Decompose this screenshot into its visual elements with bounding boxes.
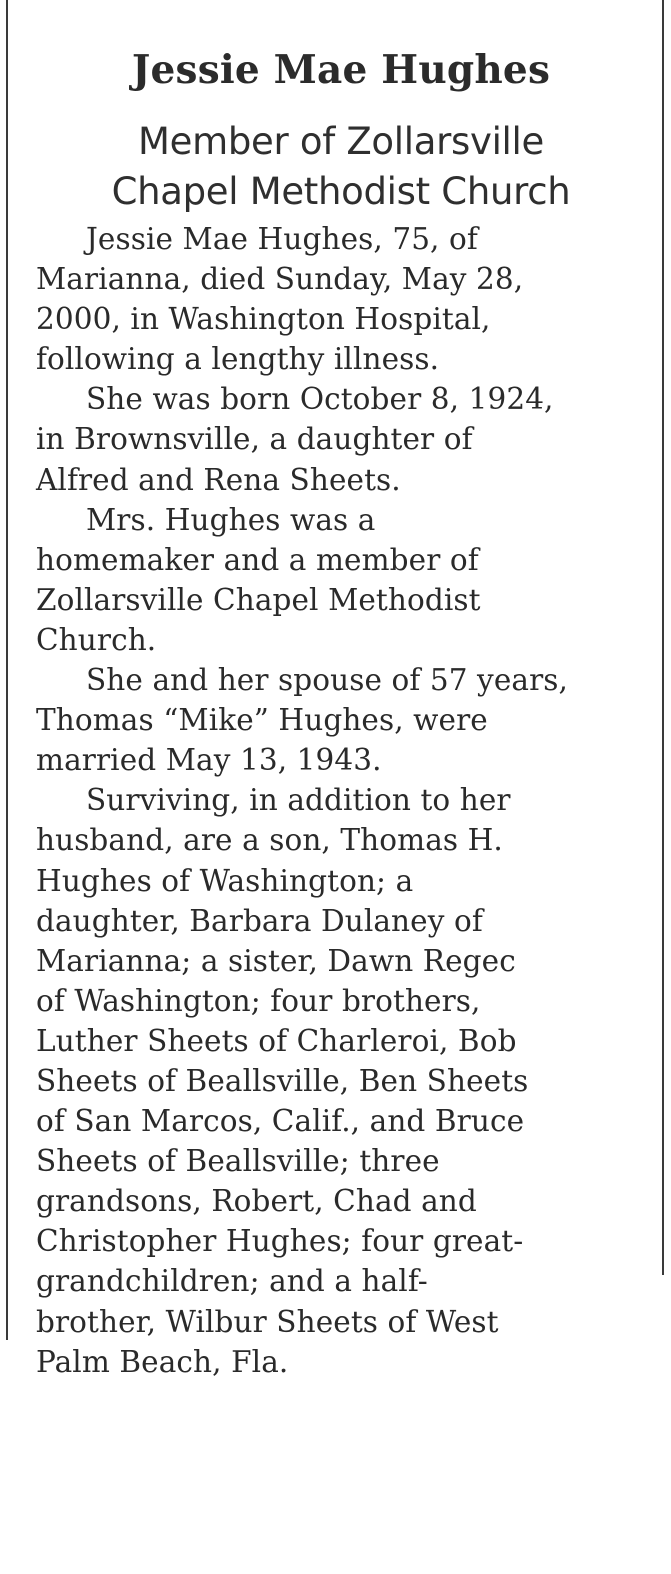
body-line: Church. xyxy=(36,622,157,657)
body-line: Thomas “Mike” Hughes, were xyxy=(36,703,488,738)
body-line: Palm Beach, Fla. xyxy=(36,1344,289,1379)
body-line: Marianna; a sister, Dawn Regec xyxy=(36,943,516,978)
body-line: Surviving, in addition to her xyxy=(86,783,511,818)
obituary-clipping xyxy=(36,0,646,1382)
subhead-line: Member of Zollarsville xyxy=(138,120,544,163)
body-line: following a lengthy illness. xyxy=(36,342,440,377)
column-rule-right xyxy=(662,0,664,1275)
body-line: 2000, in Washington Hospital, xyxy=(36,302,491,337)
obituary-body xyxy=(36,219,646,1382)
body-line: Hughes of Washington; a xyxy=(36,863,414,898)
paragraph-death-notice xyxy=(36,219,646,379)
body-line: Sheets of Beallsville; three xyxy=(36,1144,440,1179)
body-line: grandsons, Robert, Chad and xyxy=(36,1184,477,1219)
paragraph-occupation xyxy=(36,500,646,660)
body-line: of San Marcos, Calif., and Bruce xyxy=(36,1104,525,1139)
body-line: Sheets of Beallsville, Ben Sheets xyxy=(36,1063,529,1098)
body-line: married May 13, 1943. xyxy=(36,743,382,778)
paragraph-survivors xyxy=(36,780,646,1381)
body-line: husband, are a son, Thomas H. xyxy=(36,823,503,858)
body-line: Marianna, died Sunday, May 28, xyxy=(36,262,524,297)
body-line: She and her spouse of 57 years, xyxy=(86,663,568,698)
column-rule-left xyxy=(6,0,8,1340)
paragraph-marriage xyxy=(36,660,646,780)
body-line: Christopher Hughes; four great- xyxy=(36,1224,524,1259)
obituary-name-headline: Jessie Mae Hughes xyxy=(131,47,551,93)
body-line: She was born October 8, 1924, xyxy=(86,382,554,417)
body-line: grandchildren; and a half- xyxy=(36,1264,428,1299)
body-line: Luther Sheets of Charleroi, Bob xyxy=(36,1023,517,1058)
obituary-subhead xyxy=(36,117,646,217)
paragraph-birth xyxy=(36,379,646,499)
body-line: in Brownsville, a daughter of xyxy=(36,422,473,457)
body-line: brother, Wilbur Sheets of West xyxy=(36,1304,499,1339)
body-line: Jessie Mae Hughes, 75, of xyxy=(86,222,478,256)
body-line: of Washington; four brothers, xyxy=(36,983,481,1018)
body-line: Mrs. Hughes was a xyxy=(86,502,376,537)
subhead-line: Chapel Methodist Church xyxy=(111,170,571,213)
body-line: Zollarsville Chapel Methodist xyxy=(36,582,481,617)
body-line: homemaker and a member of xyxy=(36,542,479,577)
body-line: daughter, Barbara Dulaney of xyxy=(36,903,483,938)
body-line: Alfred and Rena Sheets. xyxy=(36,462,401,497)
